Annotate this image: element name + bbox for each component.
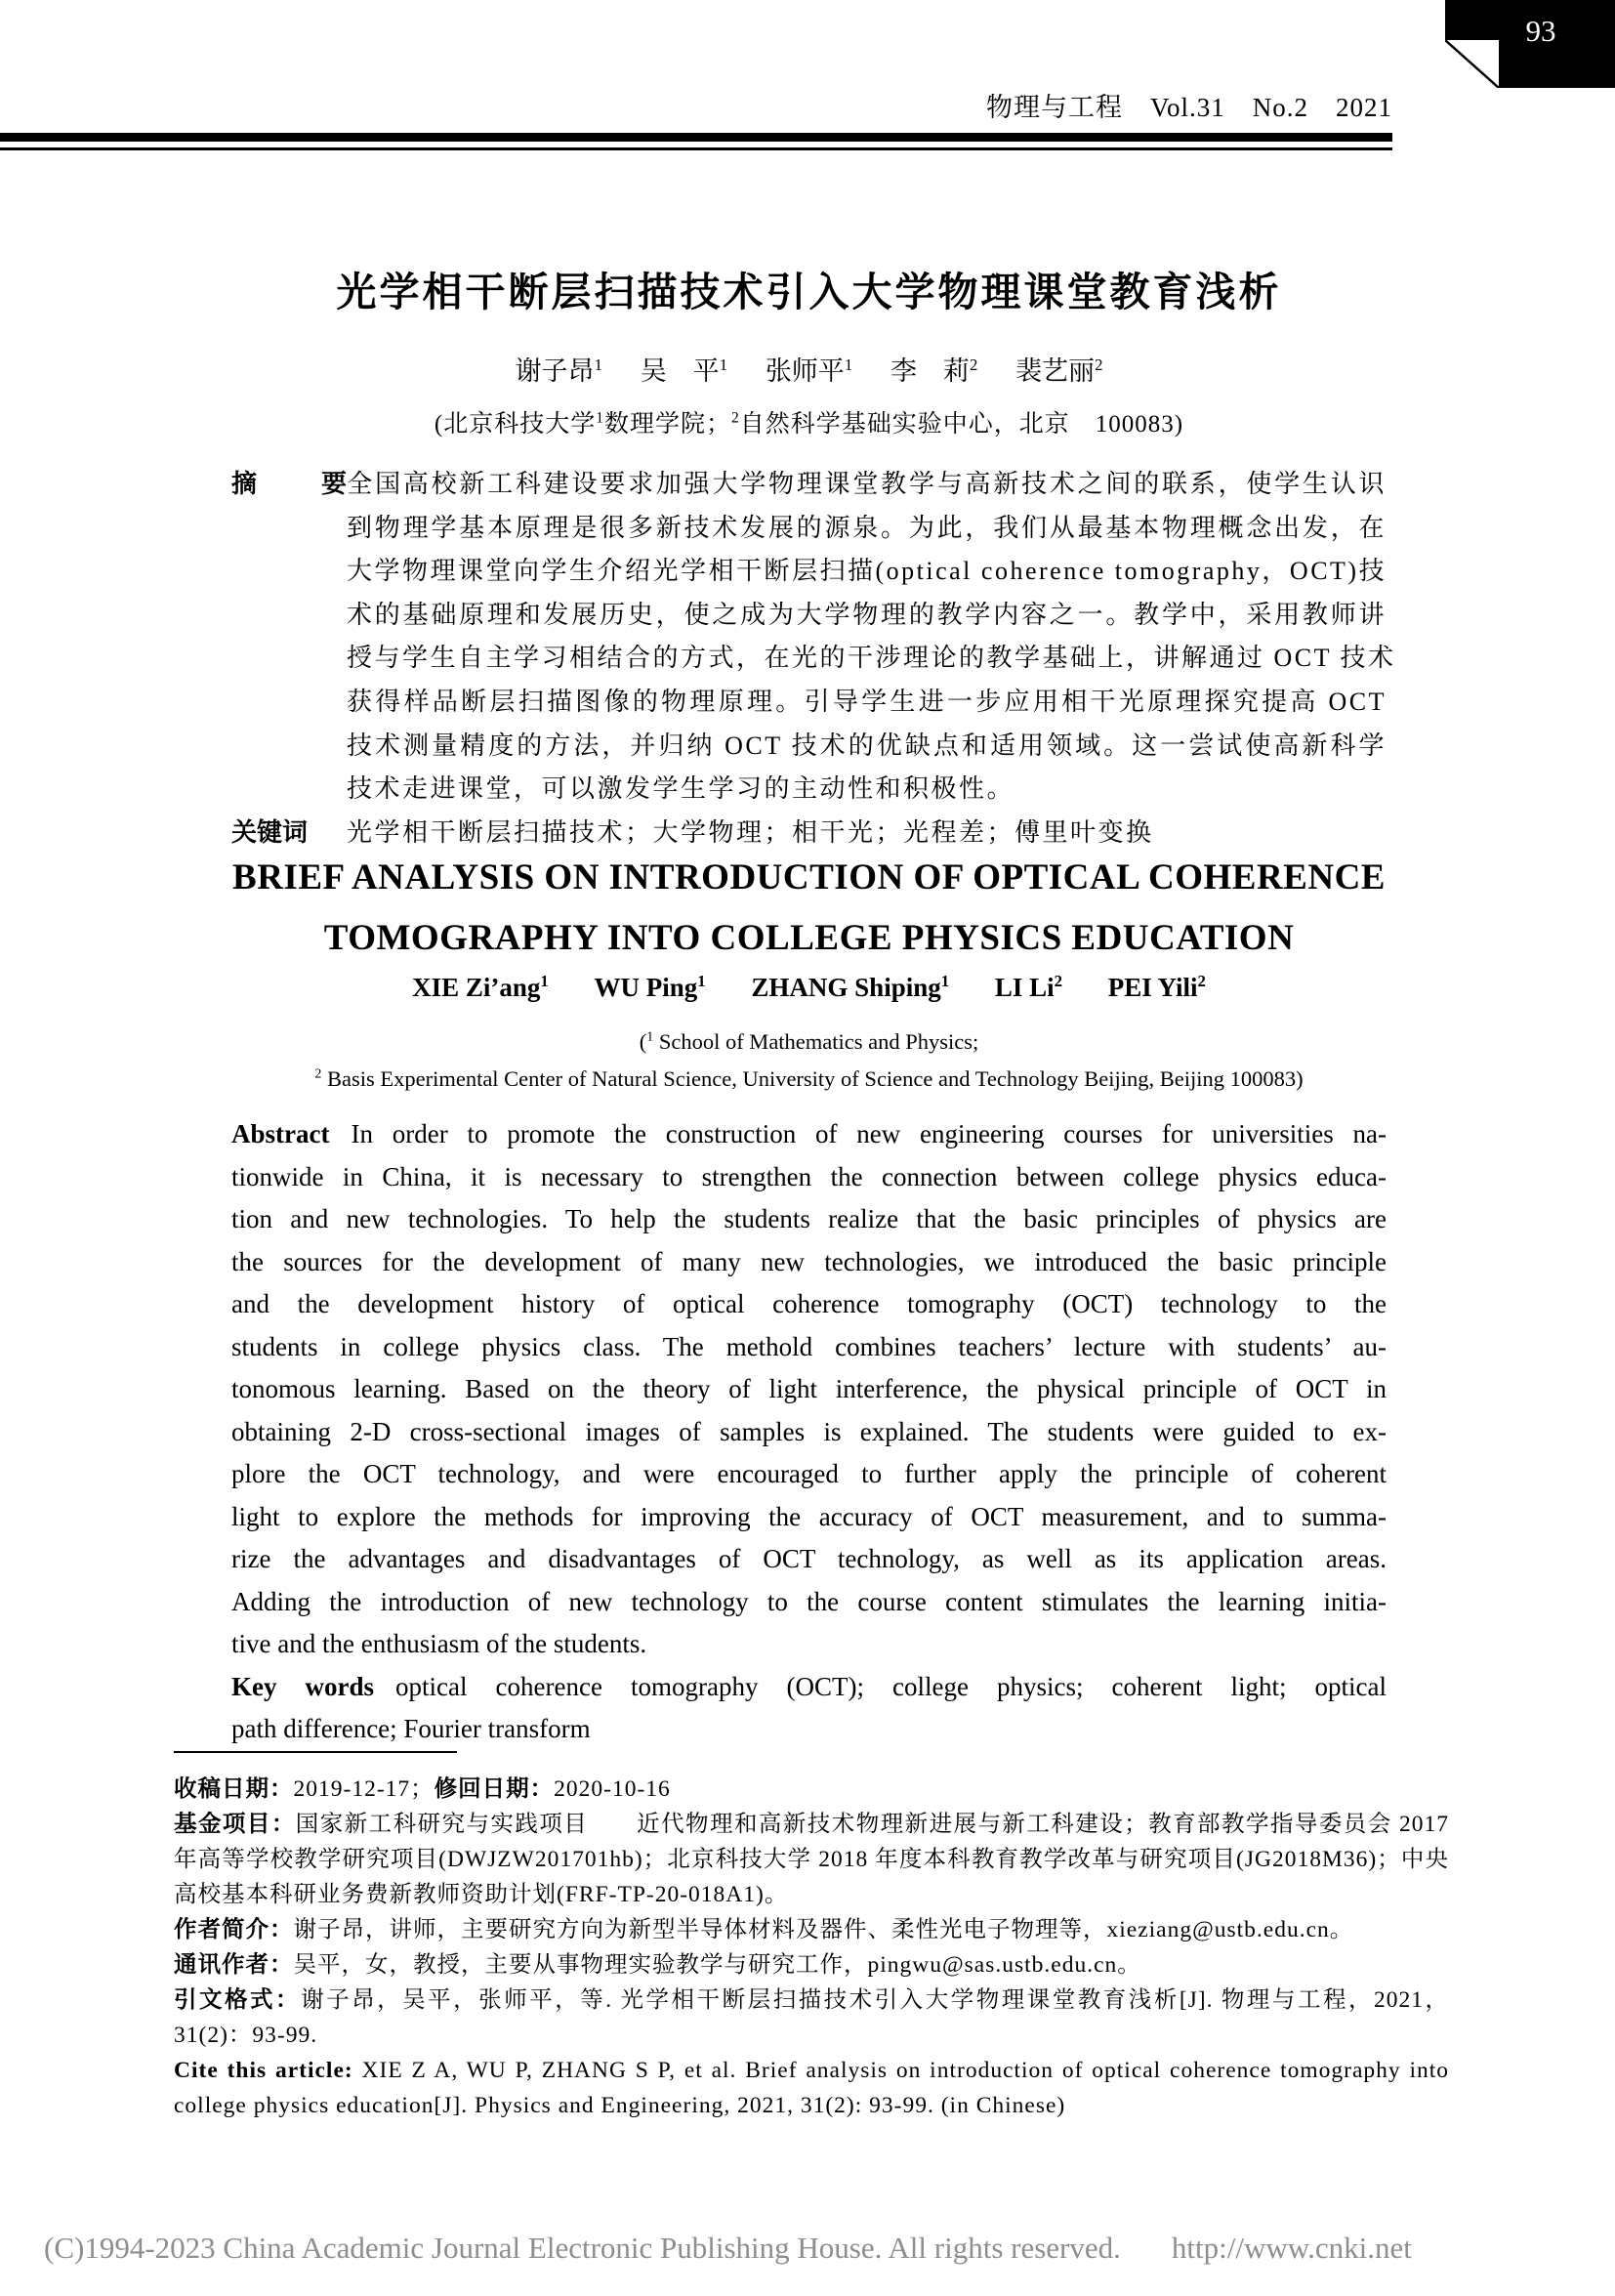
abstract-en-line: rize the advantages and disadvantages of OCT technology, as well as its application areas. xyxy=(231,1544,1387,1573)
abstract-en-line: and the development history of optical coherence tomography (OCT) technology to the xyxy=(231,1289,1387,1318)
affiliation-text: (北京科技大学 xyxy=(434,411,597,438)
affiliation-cn xyxy=(231,404,1387,439)
author-affil-sup: 2 xyxy=(1197,972,1206,990)
footnote-funding xyxy=(174,1807,1449,1912)
author-name: 李 莉 xyxy=(890,356,970,386)
author-name: LI Li xyxy=(994,973,1055,1002)
abstract-cn-line: 技术测量精度的方法，并归纳 OCT 技术的优缺点和适用领域。这一尝试使高新科学 xyxy=(347,731,1387,760)
keywords-en-text: optical coherence tomography (OCT); college physics; coherent light; optical xyxy=(395,1671,1387,1701)
author-affil-sup: 1 xyxy=(697,972,706,990)
abstract-en-line: Adding the introduction of new technology to the course content stimulates the learning initia- xyxy=(231,1586,1387,1616)
author-en xyxy=(412,973,549,1002)
author-name: 裴艺丽 xyxy=(1015,356,1096,386)
affiliation-text: 自然科学基础实验中心，北京 100083) xyxy=(739,411,1184,438)
author-name: 吴 平 xyxy=(640,356,720,386)
keywords-cn-text: 光学相干断层扫描技术；大学物理；相干光；光程差；傅里叶变换 xyxy=(347,817,1154,847)
author-affil-sup: 1 xyxy=(540,972,549,990)
footnote-author-bio xyxy=(174,1912,1449,1947)
affil-sup: 2 xyxy=(731,409,740,427)
author-en xyxy=(995,973,1062,1002)
abstract-en xyxy=(231,1113,1387,1751)
author-affil-sup: 2 xyxy=(1095,355,1103,374)
fold-crease-line xyxy=(1445,40,1499,88)
funding-label: 基金项目： xyxy=(174,1812,296,1837)
keywords-cn-label: 关键词 xyxy=(231,817,309,847)
journal-header: 物理与工程 Vol.31 No.2 2021 xyxy=(985,93,1392,122)
article-title-en-line: TOMOGRAPHY INTO COLLEGE PHYSICS EDUCATION xyxy=(323,918,1295,958)
abstract-en-line: students in college physics class. The methold combines teachers’ lecture with students’ au- xyxy=(231,1331,1387,1361)
author-affil-sup: 1 xyxy=(940,972,950,990)
received-label: 收稿日期： xyxy=(174,1776,294,1802)
header-rule-thin xyxy=(0,147,1392,150)
author-affil-sup: 2 xyxy=(969,355,978,374)
corresponding-author-text: 吴平，女，教授，主要从事物理实验教学与研究工作，pingwu@sas.ustb.edu.cn。 xyxy=(293,1952,1141,1978)
citation-cn-label: 引文格式： xyxy=(174,1987,302,2013)
author-cn xyxy=(1015,356,1102,386)
citation-en-text: XIE Z A, WU P, ZHANG S P, et al. Brief analysis on introduction of optical coherence tomography into college physics education[J]. Physics and Engineering, 2021, 31(2): 93-99. (in Chinese) xyxy=(174,2058,1450,2118)
affiliation-en-line xyxy=(231,1023,1387,1061)
affiliation-text: Basis Experimental Center of Natural Science, University of Science and Technology Beijing, Beijing 100083) xyxy=(321,1066,1304,1091)
revised-label: 修回日期： xyxy=(434,1776,555,1802)
author-name: 张师平 xyxy=(765,356,845,386)
affiliation-text: 数理学院； xyxy=(603,411,731,438)
keywords-en-line: path difference; Fourier transform xyxy=(231,1714,591,1743)
corresponding-author-label: 通讯作者： xyxy=(174,1952,294,1978)
author-en xyxy=(1108,973,1206,1002)
author-name: ZHANG Shiping xyxy=(751,973,941,1002)
abstract-en-line: light to explore the methods for improving the accuracy of OCT measurement, and to summa- xyxy=(231,1501,1387,1531)
abstract-cn-line: 到物理学基本原理是很多新技术发展的源泉。为此，我们从最基本物理概念出发，在 xyxy=(347,513,1387,542)
abstract-cn xyxy=(231,463,1396,855)
author-cn xyxy=(641,356,727,386)
abstract-cn-text: 全国高校新工科建设要求加强大学物理课堂教学与高新技术之间的联系，使学生认识 xyxy=(347,470,1387,498)
footnote-citation-cn xyxy=(174,1983,1449,2053)
abstract-en-text: In order to promote the construction of new engineering courses for universities na- xyxy=(351,1119,1387,1148)
abstract-en-line: tonomous learning. Based on the theory of light interference, the physical principle of OCT in xyxy=(231,1374,1387,1403)
affiliation-text: ( xyxy=(639,1029,647,1054)
cnki-url: http://www.cnki.net xyxy=(1171,2231,1412,2265)
article-title-en xyxy=(231,848,1387,969)
abstract-en-line: tion and new technologies. To help the students realize that the basic principles of physics are xyxy=(231,1204,1387,1233)
article-title-cn: 光学相干断层扫描技术引入大学物理课堂教育浅析 xyxy=(336,270,1282,314)
footnotes xyxy=(174,1772,1449,2123)
author-name: XIE Zi’ang xyxy=(412,973,541,1002)
author-affil-sup: 1 xyxy=(844,355,853,374)
affil-sup: 2 xyxy=(314,1066,322,1082)
author-bio-text: 谢子昂，讲师，主要研究方向为新型半导体材料及器件、柔性光电子物理等，xieziang@ustb.edu.cn。 xyxy=(293,1917,1354,1942)
author-cn xyxy=(890,356,977,386)
author-name: 谢子昂 xyxy=(515,356,595,386)
author-bio-label: 作者简介： xyxy=(174,1917,294,1942)
author-name: WU Ping xyxy=(594,973,698,1002)
copyright-text: (C)1994-2023 China Academic Journal Electronic Publishing House. All rights reserved. xyxy=(44,2231,1121,2265)
abstract-en-line xyxy=(231,1113,1387,1156)
page-number-tab xyxy=(1445,0,1615,88)
affiliation-text: School of Mathematics and Physics; xyxy=(653,1029,979,1054)
abstract-cn-line: 获得样品断层扫描图像的物理原理。引导学生进一步应用相干光原理探究提高 OCT xyxy=(347,687,1387,716)
abstract-cn-line: 授与学生自主学习相结合的方式，在光的干涉理论的教学基础上，讲解通过 OCT 技术 xyxy=(347,644,1396,673)
footnote-corresponding-author xyxy=(174,1947,1449,1983)
page-number: 93 xyxy=(1525,14,1556,48)
funding-text: 国家新工科研究与实践项目 近代物理和高新技术物理新进展与新工科建设；教育部教学指导委员会 2017 年高等学校教学研究项目(DWJZW201701hb)；北京科技大学 2018 年度本科教育教学改革与研究项目(JG2018M36)；中央高校基本科研业务费新教师资助计划(FRF-TP-20-018A1)。 xyxy=(174,1812,1450,1907)
abstract-cn-label: 摘 要 xyxy=(231,470,347,498)
received-value: 2019-12-17； xyxy=(293,1776,435,1802)
revised-value: 2020-10-16 xyxy=(554,1776,671,1802)
abstract-cn-line: 技术走进课堂，可以激发学生学习的主动性和积极性。 xyxy=(347,774,1015,804)
author-en xyxy=(751,973,949,1002)
footnote-citation-en xyxy=(174,2053,1449,2123)
citation-en-label: Cite this article: xyxy=(174,2058,362,2083)
abstract-en-line: the sources for the development of many new technologies, we introduced the basic principle xyxy=(231,1246,1387,1276)
abstract-cn-line xyxy=(231,463,1387,507)
abstract-cn-line: 术的基础原理和发展历史，使之成为大学物理的教学内容之一。教学中，采用教师讲 xyxy=(347,600,1387,629)
author-affil-sup: 2 xyxy=(1054,972,1063,990)
abstract-en-line: tive and the enthusiasm of the students. xyxy=(231,1629,647,1658)
abstract-cn-line: 大学物理课堂向学生介绍光学相干断层扫描(optical coherence tomography，OCT)技 xyxy=(347,557,1387,586)
author-cn xyxy=(766,356,852,386)
affiliation-en-line xyxy=(231,1061,1387,1098)
keywords-en-label: Key words xyxy=(231,1671,375,1701)
abstract-en-line: obtaining 2-D cross-sectional images of samples is explained. The students were guided to ex- xyxy=(231,1416,1387,1446)
footnote-divider xyxy=(174,1751,457,1753)
cnki-copyright xyxy=(44,2231,1567,2266)
abstract-en-label: Abstract xyxy=(231,1119,330,1148)
author-cn xyxy=(516,356,602,386)
affil-sup: 1 xyxy=(646,1029,654,1045)
authors-cn xyxy=(231,350,1387,388)
author-affil-sup: 1 xyxy=(719,355,728,374)
author-name: PEI Yili xyxy=(1107,973,1198,1002)
abstract-en-line: tionwide in China, it is necessary to strengthen the connection between college physics educa- xyxy=(231,1161,1387,1191)
footnote-dates xyxy=(174,1772,1449,1807)
authors-en xyxy=(231,973,1387,1003)
affil-sup: 1 xyxy=(596,409,604,427)
abstract-en-line: plore the OCT technology, and were encouraged to further apply the principle of coherent xyxy=(231,1459,1387,1488)
article-title-en-line: BRIEF ANALYSIS ON INTRODUCTION OF OPTICAL COHERENCE xyxy=(232,857,1386,898)
header-rule-thick xyxy=(0,133,1392,142)
author-affil-sup: 1 xyxy=(594,355,602,374)
affiliations-en xyxy=(231,1023,1387,1098)
keywords-en-line xyxy=(231,1666,1387,1709)
author-en xyxy=(595,973,706,1002)
citation-cn-text: 谢子昂，吴平，张师平，等. 光学相干断层扫描技术引入大学物理课堂教育浅析[J]. 物理与工程，2021，31(2)：93-99. xyxy=(174,1987,1450,2048)
